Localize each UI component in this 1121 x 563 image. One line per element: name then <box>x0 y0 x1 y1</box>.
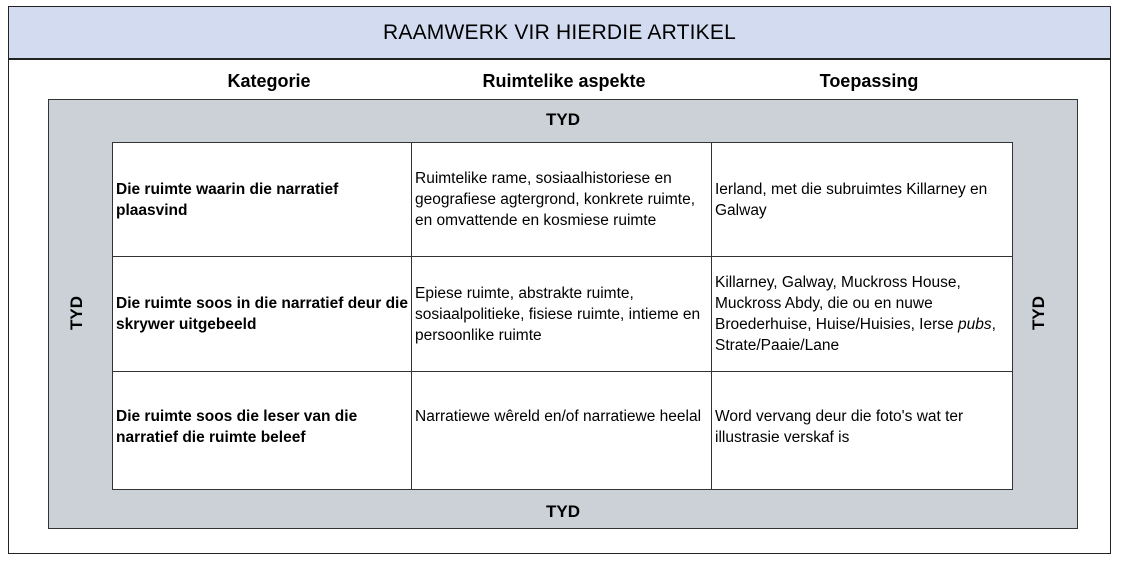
category-cell: Die ruimte soos die leser van die narratief die ruimte beleef <box>113 372 412 490</box>
application-italic-text: pubs <box>957 316 992 333</box>
application-cell <box>712 257 1013 372</box>
diagram-title: RAAMWERK VIR HIERDIE ARTIKEL <box>383 20 736 44</box>
table-row <box>113 257 1013 372</box>
table-row <box>113 372 1013 490</box>
time-frame-box <box>48 99 1078 529</box>
title-bar <box>9 7 1110 60</box>
framework-table <box>112 142 1013 490</box>
application-text: Killarney, Galway, Muckross House, Muckross Abdy, die ou en nuwe Broederhuise, Huise/Huisies, Ierse <box>715 274 961 333</box>
category-cell: Die ruimte waarin die narratief plaasvind <box>113 143 412 257</box>
aspects-cell: Narratiewe wêreld en/of narratiewe heelal <box>412 372 712 490</box>
application-text-end: , Strate/Paaie/Lane <box>715 316 996 354</box>
time-label-top: TYD <box>546 110 580 129</box>
column-header-application: Toepassing <box>819 71 919 91</box>
application-cell: Word vervang deur die foto's wat ter illustrasie verskaf is <box>712 372 1013 490</box>
table-row <box>113 143 1013 257</box>
aspects-cell: Epiese ruimte, abstrakte ruimte, sosiaalpolitieke, fisiese ruimte, intieme en persoonlike ruimte <box>412 257 712 372</box>
time-label-left: TYD <box>67 296 86 330</box>
column-header-spatial-aspects: Ruimtelike aspekte <box>482 71 646 91</box>
application-cell: Ierland, met die subruimtes Killarney en Galway <box>712 143 1013 257</box>
time-label-bottom: TYD <box>546 502 580 521</box>
category-cell: Die ruimte soos in die narratief deur die skrywer uitgebeeld <box>113 257 412 372</box>
aspects-cell: Ruimtelike rame, sosiaalhistoriese en geografiese agtergrond, konkrete ruimte, en omvattende en kosmiese ruimte <box>412 143 712 257</box>
framework-frame <box>8 6 1111 554</box>
column-header-category: Kategorie <box>227 71 311 91</box>
time-label-right: TYD <box>1029 296 1048 330</box>
